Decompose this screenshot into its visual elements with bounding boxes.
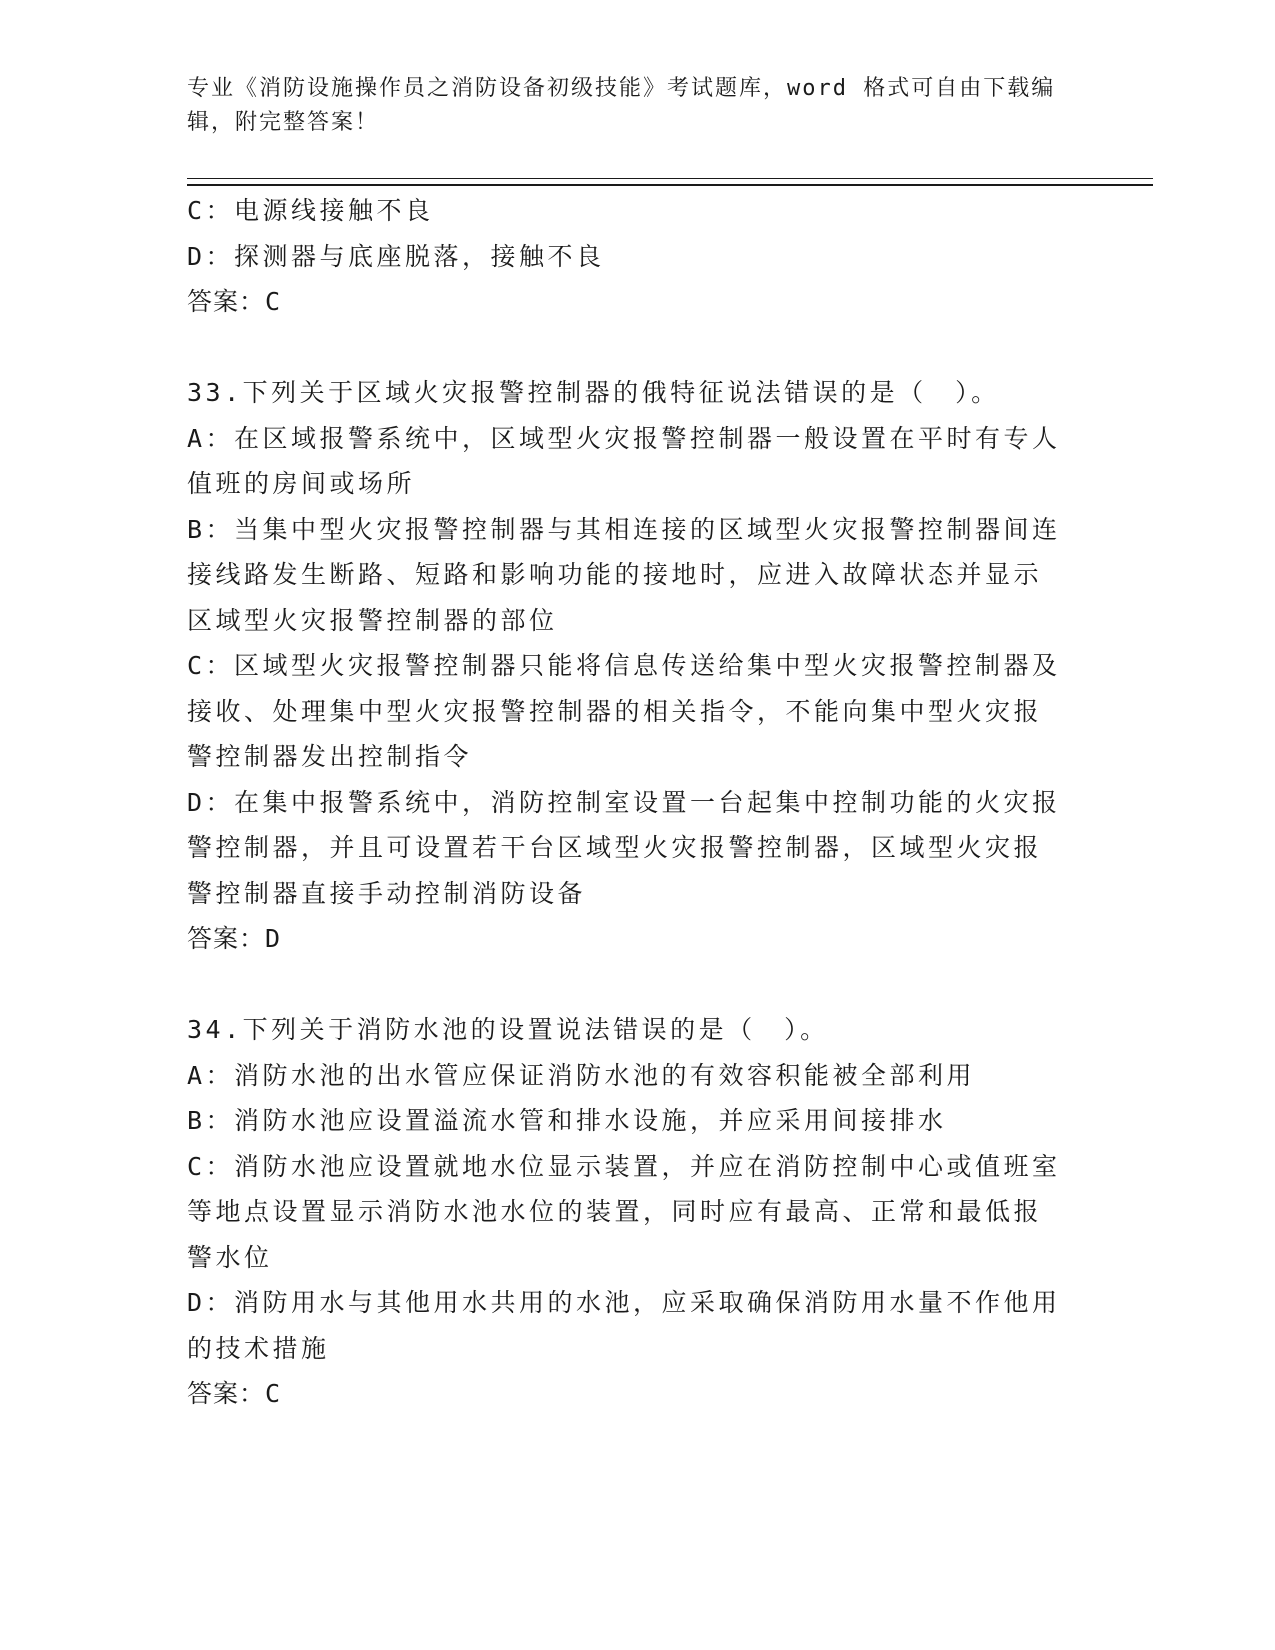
question-content (187, 188, 1087, 1417)
q33-option-c-cont: 接收、处理集中型火灾报警控制器的相关指令，不能向集中型火灾报 (187, 696, 1043, 726)
q33-option-c: C：区域型火灾报警控制器只能将信息传送给集中型火灾报警控制器及 (187, 651, 1061, 680)
spacer (187, 962, 1087, 1008)
q33-stem: 33.下列关于区域火灾报警控制器的俄特征说法错误的是（ ）。 (187, 378, 1000, 407)
q33-option-d: D：在集中报警系统中，消防控制室设置一台起集中控制功能的火灾报 (187, 787, 1061, 817)
q33-option-b-cont: 区域型火灾报警控制器的部位 (187, 605, 558, 635)
q34-option-b: B：消防水池应设置溢流水管和排水设施，并应采用间接排水 (187, 1106, 947, 1135)
q34-stem: 34.下列关于消防水池的设置说法错误的是（ ）。 (187, 1015, 829, 1044)
q34-option-d: D：消防用水与其他用水共用的水池，应采取确保消防用水量不作他用 (187, 1288, 1061, 1317)
q32-answer: 答案：C (187, 287, 282, 316)
header-rule-thin (187, 178, 1153, 179)
q34-option-c-cont: 警水位 (187, 1242, 273, 1272)
q33-option-a-cont: 值班的房间或场所 (187, 469, 416, 498)
q34-option-c: C：消防水池应设置就地水位显示装置，并应在消防控制中心或值班室 (187, 1151, 1061, 1181)
q33-answer: 答案：D (187, 924, 282, 953)
q33-option-c-cont: 警控制器发出控制指令 (187, 742, 473, 771)
header-rule-thick (187, 184, 1153, 186)
q34-answer: 答案：C (187, 1379, 282, 1408)
spacer (187, 325, 1087, 371)
q32-option-d: D：探测器与底座脱落，接触不良 (187, 241, 605, 271)
q33-option-a: A：在区域报警系统中，区域型火灾报警控制器一般设置在平时有专人 (187, 423, 1061, 453)
q34-option-a: A：消防水池的出水管应保证消防水池的有效容积能被全部利用 (187, 1060, 976, 1090)
q33-option-d-cont: 警控制器，并且可设置若干台区域型火灾报警控制器，区域型火灾报 (187, 833, 1043, 862)
q32-option-c: C：电源线接触不良 (187, 196, 434, 225)
q33-option-d-cont: 警控制器直接手动控制消防设备 (187, 878, 587, 908)
q34-option-d-cont: 的技术措施 (187, 1333, 330, 1363)
q33-option-b: B：当集中型火灾报警控制器与其相连接的区域型火灾报警控制器间连 (187, 514, 1061, 544)
q33-option-b-cont: 接线路发生断路、短路和影响功能的接地时，应进入故障状态并显示 (187, 560, 1043, 589)
document-header: 专业《消防设施操作员之消防设备初级技能》考试题库，word 格式可自由下载编辑，附完整答案！ (187, 76, 1056, 135)
q34-option-c-cont: 等地点设置显示消防水池水位的装置，同时应有最高、正常和最低报 (187, 1197, 1043, 1226)
